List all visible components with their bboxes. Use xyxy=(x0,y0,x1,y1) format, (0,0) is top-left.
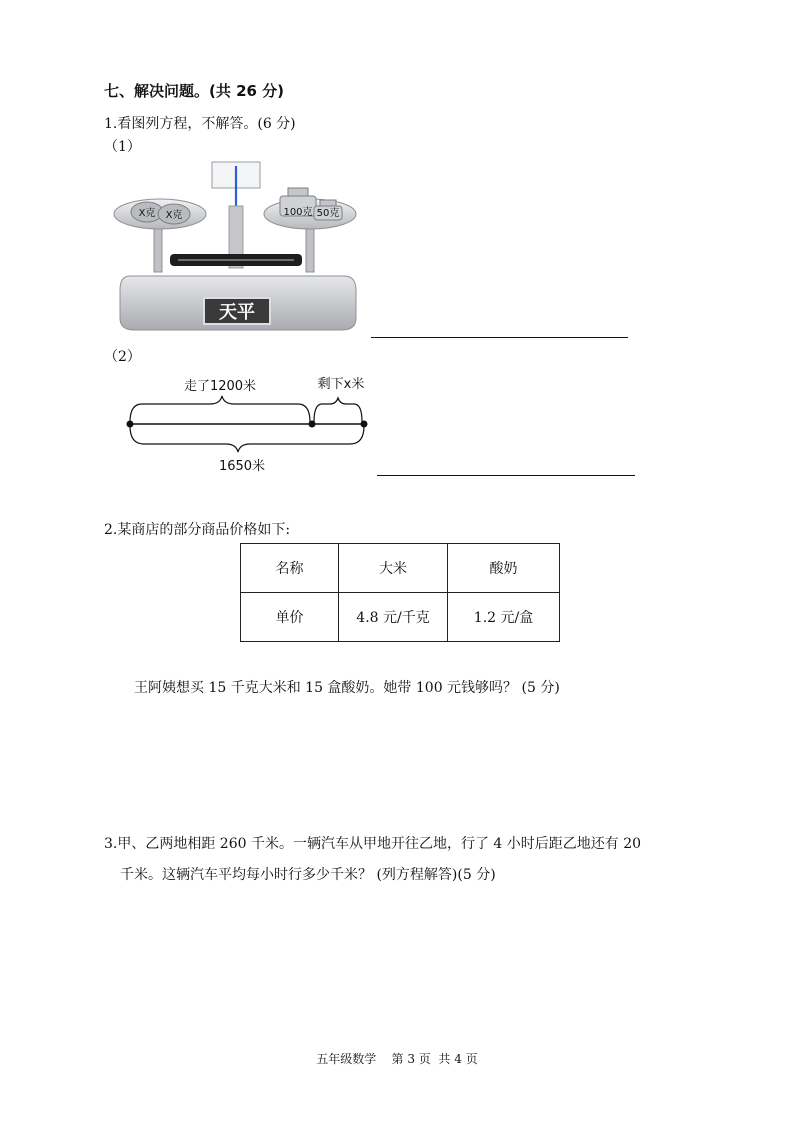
left-weight-1-label: X克 xyxy=(138,208,156,219)
total-label: 1650米 xyxy=(218,459,266,474)
walked-brace xyxy=(130,396,310,422)
question-3-line-2: 千米。这辆汽车平均每小时行多少千米？ (列方程解答)(5 分) xyxy=(120,867,496,883)
balance-scale-figure xyxy=(112,158,364,336)
question-2-prompt: 2.某商店的部分商品价格如下: xyxy=(104,522,291,538)
question-1-prompt: 1.看图列方程，不解答。(6 分) xyxy=(104,116,296,132)
table-cell: 名称 xyxy=(241,544,339,593)
left-pan-stem xyxy=(154,228,162,272)
scale-name-plate-label: 天平 xyxy=(219,302,255,323)
table-header-row xyxy=(241,544,560,593)
remaining-label: 剩下x米 xyxy=(317,377,365,392)
right-weight-2-label: 50克 xyxy=(316,208,340,219)
walked-label: 走了1200米 xyxy=(183,379,257,394)
table-cell: 酸奶 xyxy=(448,544,560,593)
table-cell: 大米 xyxy=(339,544,448,593)
section-title: 七、解决问题。(共 26 分) xyxy=(104,82,285,100)
left-weight-2-label: X克 xyxy=(165,210,183,221)
sub-question-2-label: （2） xyxy=(104,349,141,365)
question-3-line-1: 3.甲、乙两地相距 260 千米。一辆汽车从甲地开往乙地，行了 4 小时后距乙地还有 20 xyxy=(104,836,642,852)
table-cell: 1.2 元/盒 xyxy=(448,593,560,642)
right-pan-stem xyxy=(306,228,314,272)
answer-line-1 xyxy=(371,337,628,338)
total-brace xyxy=(130,426,364,452)
page-footer: 五年级数学 第 3 页 共 4 页 xyxy=(316,1052,478,1066)
question-2-text: 王阿姨想买 15 千克大米和 15 盒酸奶。她带 100 元钱够吗？ (5 分) xyxy=(134,680,560,696)
table-row xyxy=(241,593,560,642)
price-table xyxy=(240,543,560,642)
remaining-brace xyxy=(314,398,362,422)
answer-line-2 xyxy=(377,475,635,476)
table-cell: 4.8 元/千克 xyxy=(339,593,448,642)
segment-mid-point xyxy=(309,421,316,428)
right-weight-1-label: 100克 xyxy=(283,207,313,218)
sub-question-1-label: （1） xyxy=(104,139,141,155)
table-cell: 单价 xyxy=(241,593,339,642)
segment-diagram xyxy=(118,368,380,480)
